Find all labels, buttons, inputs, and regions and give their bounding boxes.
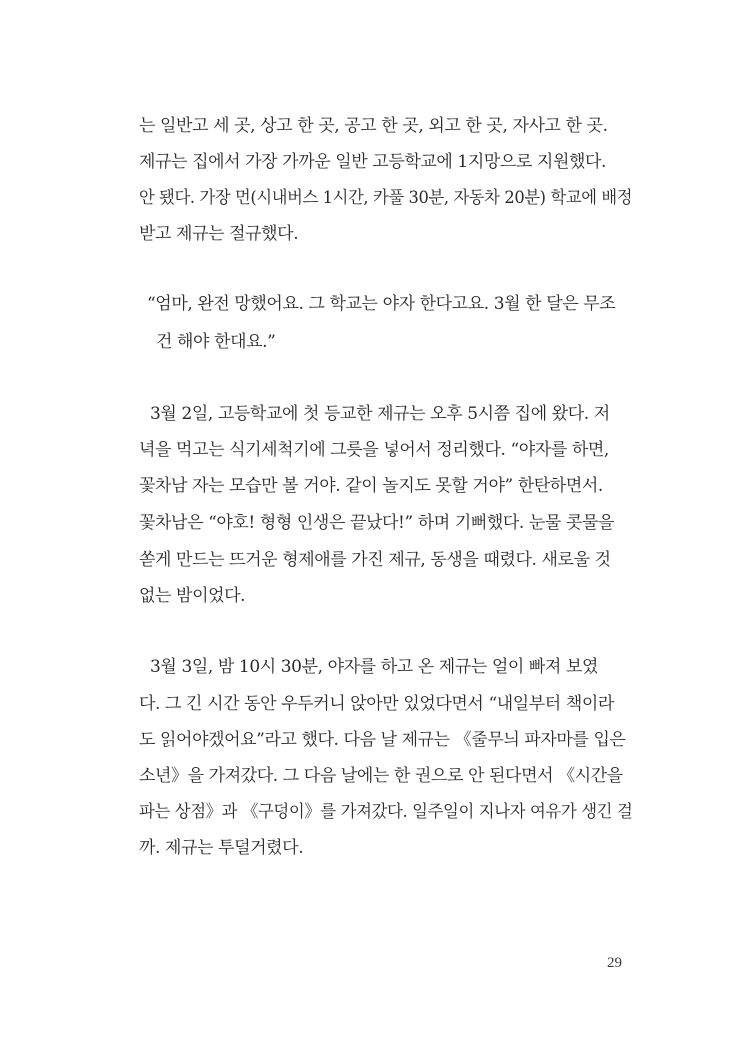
paragraph-4-line-3: 도 읽어야겠어요”라고 했다. 다음 날 제규는 《줄무늬 파자마를 입은 [139,730,626,750]
paragraph-3-line-5: 쏟게 만드는 뜨거운 형제애를 가진 제규, 동생을 때렸다. 새로울 것 [139,550,611,570]
paragraph-4-line-6: 까. 제규는 투덜거렸다. [139,838,304,858]
paragraph-3-line-4: 꽃차남은 “야호! 형형 인생은 끝났다!” 하며 기뻐했다. 눈물 콧물을 [139,513,615,533]
paragraph-1-line-3: 안 됐다. 가장 먼(시내버스 1시간, 카풀 30분, 자동차 20분) 학교에 배정 [139,188,633,208]
paragraph-1-line-4: 받고 제규는 절규했다. [139,224,299,244]
paragraph-3-line-1: 3월 2일, 고등학교에 첫 등교한 제규는 오후 5시쯤 집에 왔다. 저 [150,404,610,424]
paragraph-3-line-3: 꽃차남 자는 모습만 볼 거야. 같이 놀지도 못할 거야” 한탄하면서. [139,476,603,496]
page-number: 29 [607,955,622,971]
paragraph-2-line-1: “엄마, 완전 망했어요. 그 학교는 야자 한다고요. 3월 한 달은 무조 [147,294,616,314]
paragraph-4-line-5: 파는 상점》과 《구덩이》를 가져갔다. 일주일이 지나자 여유가 생긴 걸 [139,802,633,822]
paragraph-4-line-2: 다. 그 긴 시간 동안 우두커니 앉아만 있었다면서 “내일부터 책이라 [139,694,614,714]
paragraph-4-line-4: 소년》을 가져갔다. 그 다음 날에는 한 권으로 안 된다면서 《시간을 [139,766,623,786]
paragraph-4-line-1: 3월 3일, 밤 10시 30분, 야자를 하고 온 제규는 얼이 빠져 보였 [150,657,598,677]
paragraph-3-line-6: 없는 밤이었다. [139,586,246,606]
paragraph-3-line-2: 녁을 먹고는 식기세척기에 그릇을 넣어서 정리했다. “야자를 하면, [139,440,609,460]
paragraph-2-line-2: 건 해야 한대요.” [156,332,276,352]
paragraph-1-line-1: 는 일반고 세 곳, 상고 한 곳, 공고 한 곳, 외고 한 곳, 자사고 한 곳. [139,116,608,136]
paragraph-1-line-2: 제규는 집에서 가장 가까운 일반 고등학교에 1지망으로 지원했다. [139,152,607,172]
